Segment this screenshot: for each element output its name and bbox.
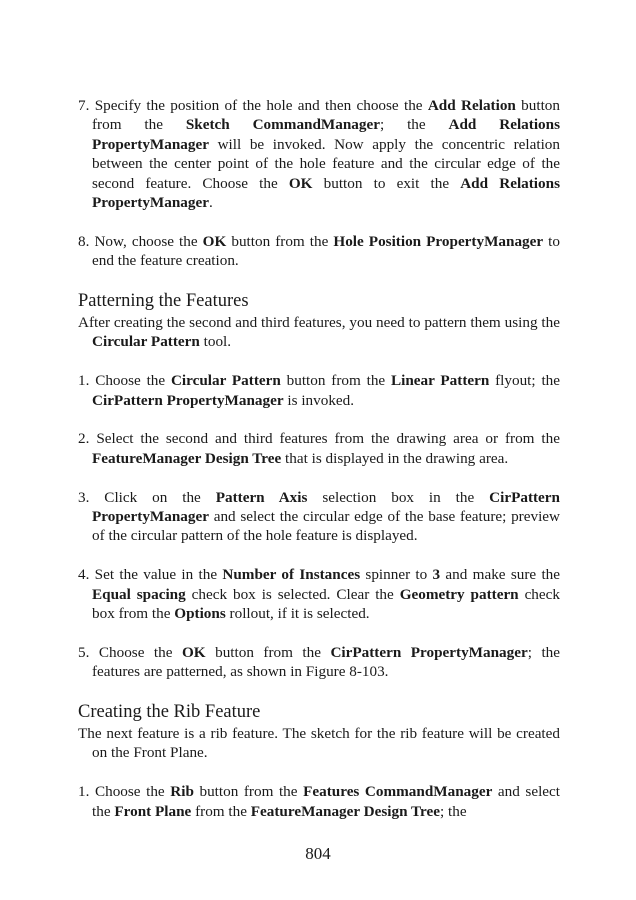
paragraph: [78, 724, 560, 763]
bold-term: FeatureManager Design Tree: [92, 449, 282, 467]
text-run: 5. Choose the: [78, 643, 182, 661]
bold-term: Options: [174, 605, 226, 623]
section-heading: Patterning the Features: [78, 291, 249, 312]
bold-term: FeatureManager Design Tree: [250, 802, 440, 820]
page-number: 804: [305, 844, 331, 863]
page-content: [78, 96, 560, 840]
paragraph: [78, 313, 560, 352]
text-run: will be invoked. Now apply the concentric relation between the center point of the hole feature and the circular edge of the second feature. Choose the: [92, 135, 560, 192]
paragraph: [78, 643, 560, 682]
bold-term: Add Relation: [427, 97, 516, 114]
text-run: After creating the second and third features, you need to pattern them using the: [78, 314, 560, 332]
bold-term: Equal spacing: [92, 585, 186, 603]
text-run: 7. Specify the position of the hole and then choose the: [78, 97, 428, 114]
text-run: button from the: [226, 232, 334, 250]
bold-term: OK: [288, 174, 313, 192]
bold-term: Features CommandManager: [303, 783, 493, 801]
text-run: 4. Set the value in the: [78, 566, 223, 584]
bold-term: CirPattern PropertyManager: [92, 391, 284, 409]
bold-term: Linear Pattern: [390, 372, 490, 390]
text-run: and select the circular edge of the base feature; preview of the circular pattern of the hole feature is displayed.: [92, 508, 560, 545]
text-run: and select the: [92, 783, 560, 820]
text-run: button to exit the: [312, 174, 461, 192]
text-run: check box is selected. Clear the: [185, 585, 400, 603]
bold-term: OK: [202, 232, 227, 250]
text-run: selection box in the: [307, 488, 490, 506]
text-run: 3. Click on the: [78, 488, 216, 506]
bold-term: Front Plane: [114, 802, 192, 820]
text-run: The next feature is a rib feature. The sketch for the rib feature will be created on the Front Plane.: [78, 725, 560, 762]
text-run: from the: [191, 802, 251, 820]
text-run: 8. Now, choose the: [78, 232, 203, 250]
text-run: button from the: [205, 643, 331, 661]
text-run: ; the: [379, 116, 449, 134]
paragraph: [78, 96, 560, 212]
text-run: button from the: [193, 783, 304, 801]
text-run: 1. Choose the: [78, 783, 171, 801]
bold-term: Pattern Axis: [215, 488, 308, 506]
text-run: ; the features are patterned, as shown in Figure 8-103.: [92, 643, 560, 681]
text-run: and make sure the: [440, 566, 560, 584]
paragraph: [78, 232, 560, 271]
section-heading: Creating the Rib Feature: [78, 702, 261, 723]
bold-term: Circular Pattern: [92, 333, 200, 351]
bold-term: Rib: [170, 783, 194, 801]
paragraph: [78, 429, 560, 468]
text-run: ; the: [440, 802, 467, 820]
text-run: 2. Select the second and third features from the drawing area or from the: [78, 430, 560, 448]
bold-term: Geometry pattern: [399, 585, 519, 603]
text-run: 1. Choose the: [78, 372, 171, 390]
bold-term: OK: [181, 643, 206, 661]
text-run: .: [208, 194, 213, 212]
text-run: tool.: [199, 333, 232, 351]
paragraph: [78, 488, 560, 546]
paragraph: [78, 371, 560, 410]
text-run: button from the: [280, 372, 391, 390]
text-run: that is displayed in the drawing area.: [281, 449, 509, 467]
bold-term: 3: [432, 566, 441, 584]
text-run: rollout, if it is selected.: [225, 605, 370, 623]
text-run: check box from the: [92, 585, 560, 623]
text-run: spinner to: [360, 566, 433, 584]
bold-term: CirPattern PropertyManager: [92, 488, 560, 526]
bold-term: Circular Pattern: [170, 372, 281, 390]
bold-term: Hole Position PropertyManager: [333, 232, 544, 250]
bold-term: Add Relations PropertyManager: [92, 116, 560, 153]
bold-term: Sketch CommandManager: [185, 116, 380, 134]
bold-term: CirPattern PropertyManager: [330, 643, 528, 661]
bold-term: Number of Instances: [222, 566, 361, 584]
text-run: flyout; the: [489, 372, 560, 390]
text-run: to end the feature creation.: [92, 232, 560, 270]
bold-term: Add Relations PropertyManager: [92, 174, 560, 212]
text-run: is invoked.: [283, 391, 355, 409]
paragraph: [78, 782, 560, 821]
paragraph: [78, 565, 560, 623]
text-run: button from the: [92, 97, 560, 134]
